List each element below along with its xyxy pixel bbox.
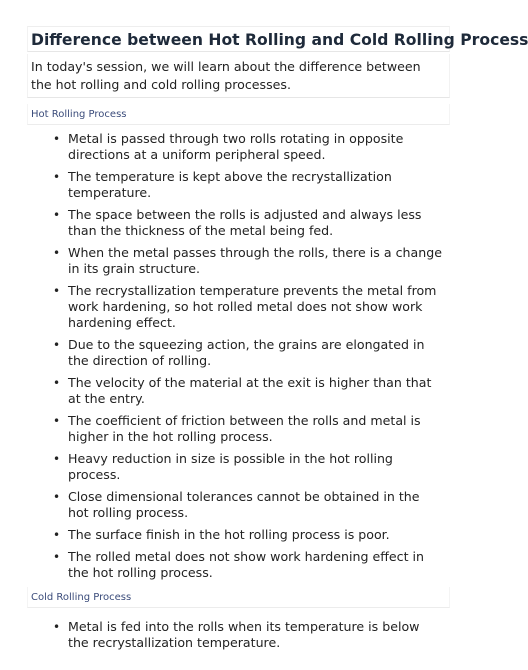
list-item-text: Metal is fed into the rolls when its temperature is below the recrystallization temperature. — [68, 619, 420, 651]
list-item — [53, 451, 442, 483]
list-item — [53, 549, 442, 581]
list-item-text: Due to the squeezing action, the grains are elongated in the direction of rolling. — [68, 337, 425, 369]
list-item — [53, 169, 442, 201]
bullet-icon: • — [53, 452, 61, 467]
intro-paragraph: In today's session, we will learn about the difference between the hot rolling and cold rolling processes. — [27, 54, 450, 98]
bullet-icon: • — [53, 550, 61, 564]
list-item-text: The rolled metal does not show work hardening effect in the hot rolling process. — [68, 549, 424, 581]
bullet-icon: • — [53, 208, 61, 222]
list-item — [53, 337, 442, 369]
cold-rolling-list — [27, 619, 450, 651]
list-item-text: Metal is passed through two rolls rotating in opposite directions at a uniform peripheral speed. — [68, 131, 404, 163]
list-item-text: When the metal passes through the rolls, there is a change in its grain structure. — [68, 245, 442, 277]
list-item-text: Close dimensional tolerances cannot be obtained in the hot rolling process. — [68, 489, 420, 521]
bullet-icon: • — [53, 376, 61, 391]
list-item-text: The temperature is kept above the recrystallization temperature. — [68, 169, 392, 201]
bullet-icon: • — [53, 620, 61, 634]
bullet-icon: • — [53, 246, 61, 260]
bullet-icon: • — [53, 490, 61, 505]
list-item-text: The space between the rolls is adjusted and always less than the thickness of the metal being fed. — [68, 207, 422, 239]
list-item — [53, 131, 442, 163]
hot-rolling-list — [27, 131, 450, 581]
list-item — [53, 245, 442, 277]
list-item — [53, 375, 442, 407]
list-item — [53, 619, 442, 651]
list-item — [53, 283, 442, 332]
bullet-icon: • — [53, 338, 61, 353]
section-heading-hot-rolling: Hot Rolling Process — [27, 104, 450, 125]
bullet-icon: • — [53, 284, 61, 298]
list-item-text: The surface finish in the hot rolling process is poor. — [68, 527, 390, 543]
section-heading-cold-rolling: Cold Rolling Process — [27, 587, 450, 608]
bullet-icon: • — [53, 132, 61, 146]
list-item — [53, 489, 442, 521]
list-item-text: The velocity of the material at the exit is higher than that at the entry. — [68, 375, 432, 407]
bullet-icon: • — [53, 528, 61, 543]
list-item-text: Heavy reduction in size is possible in the hot rolling process. — [68, 451, 393, 483]
list-item-text: The coefficient of friction between the rolls and metal is higher in the hot rolling process. — [68, 413, 421, 445]
bullet-icon: • — [53, 414, 61, 429]
list-item-text: The recrystallization temperature prevents the metal from work hardening, so hot rolled metal does not show work hardening effect. — [68, 283, 437, 331]
page-title: Difference between Hot Rolling and Cold Rolling Process — [27, 26, 450, 52]
list-item — [53, 527, 442, 543]
list-item — [53, 207, 442, 239]
list-item — [53, 413, 442, 445]
bullet-icon: • — [53, 170, 61, 184]
